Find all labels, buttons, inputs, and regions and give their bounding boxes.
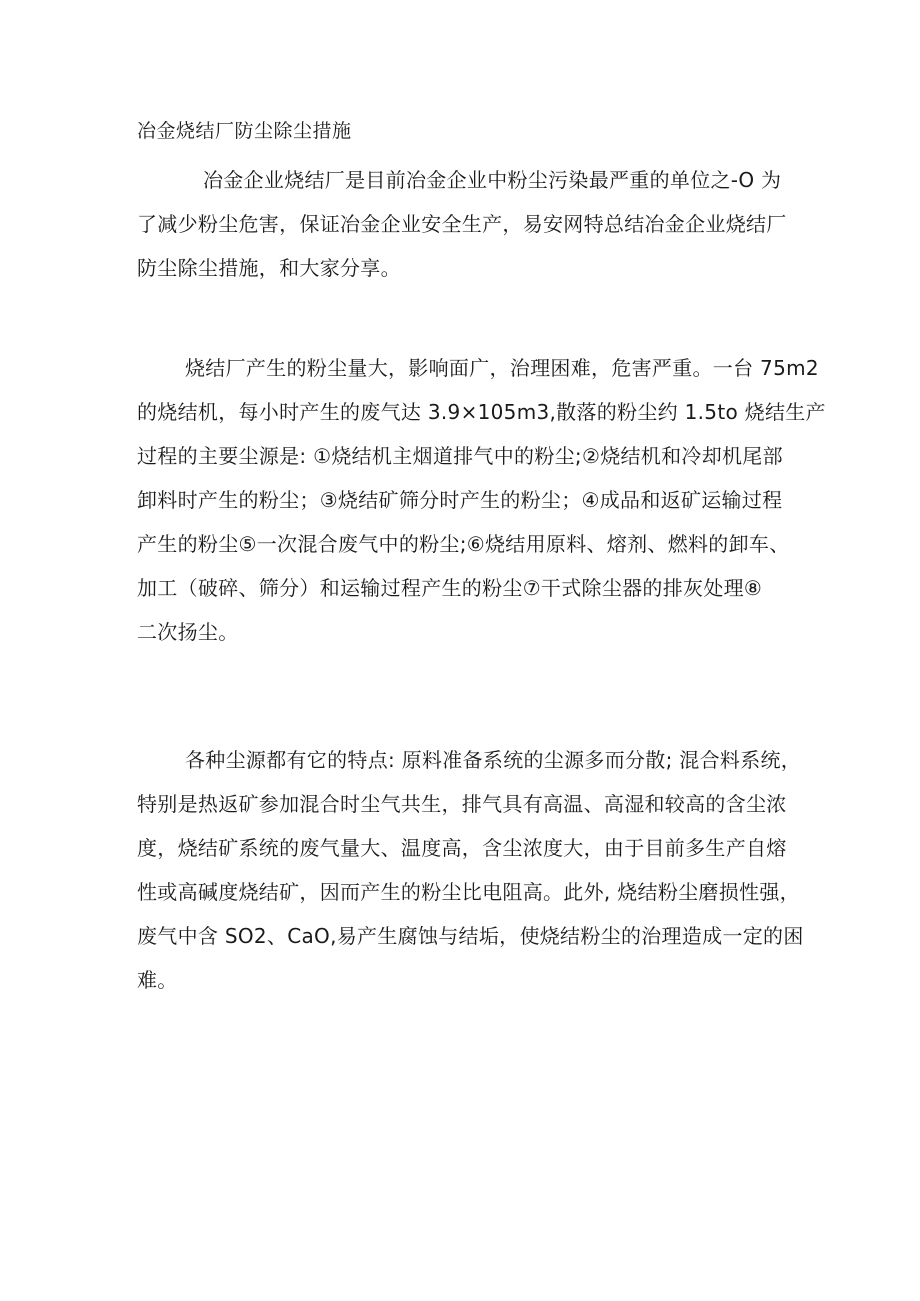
paragraph-line: 加工（破碎、筛分）和运输过程产生的粉尘⑦干式除尘器的排灰处理⑧ — [137, 576, 763, 600]
paragraph-line: 二次扬尘。 — [137, 620, 239, 644]
paragraph-line: 过程的主要尘源是: ①烧结机主烟道排气中的粉尘;②烧结机和冷却机尾部 — [137, 444, 783, 468]
paragraph-line: 难。 — [137, 968, 178, 992]
paragraph-line: 的烧结机，每小时产生的废气达 3.9×105m3,散落的粉尘约 1.5to 烧结生产 — [137, 400, 826, 424]
paragraph-line: 性或高碱度烧结矿，因而产生的粉尘比电阻高。此外, 烧结粉尘磨损性强， — [137, 880, 800, 904]
paragraph-line: 废气中含 SO2、CaO,易产生腐蚀与结垢，使烧结粉尘的治理造成一定的困 — [137, 924, 804, 948]
paragraph-line: 卸料时产生的粉尘；③烧结矿筛分时产生的粉尘；④成品和返矿运输过程 — [137, 488, 783, 512]
paragraph-line: 了减少粉尘危害，保证冶金企业安全生产，易安网特总结冶金企业烧结厂 — [137, 212, 787, 236]
paragraph-source-features — [137, 738, 804, 1002]
paragraph-intro — [137, 158, 797, 290]
paragraph-line: 度，烧结矿系统的废气量大、温度高，含尘浓度大，由于目前多生产自熔 — [137, 836, 787, 860]
paragraph-line: 各种尘源都有它的特点: 原料准备系统的尘源多而分散; 混合料系统， — [185, 748, 802, 772]
paragraph-line: 特别是热返矿参加混合时尘气共生，排气具有高温、高湿和较高的含尘浓 — [137, 792, 787, 816]
paragraph-line: 烧结厂产生的粉尘量大，影响面广，治理困难，危害严重。一台 75m2 — [185, 356, 819, 380]
paragraph-dust-sources — [137, 346, 826, 654]
paragraph-line: 产生的粉尘⑤一次混合废气中的粉尘;⑥烧结用原料、熔剂、燃料的卸车、 — [137, 532, 790, 556]
paragraph-line: 防尘除尘措施，和大家分享。 — [137, 256, 401, 280]
paragraph-line: 冶金企业烧结厂是目前冶金企业中粉尘污染最严重的单位之-O 为 — [203, 168, 782, 192]
document-title: 冶金烧结厂防尘除尘措施 — [137, 120, 352, 142]
